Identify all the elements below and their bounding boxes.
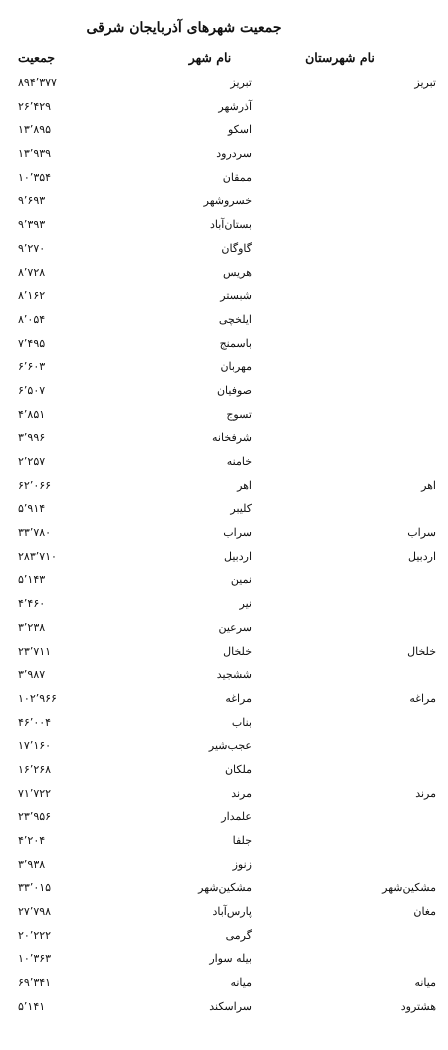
population-cell: ۲۳٬۷۱۱ bbox=[18, 644, 52, 658]
table-row bbox=[0, 687, 448, 711]
city-cell: زنوز bbox=[232, 857, 252, 871]
city-cell: کلیبر bbox=[230, 502, 252, 516]
city-cell: اهر bbox=[237, 478, 252, 492]
table-row bbox=[0, 876, 448, 900]
city-cell: بستان‌آباد bbox=[210, 218, 252, 232]
city-cell: خامنه bbox=[226, 455, 252, 468]
city-cell: جلفا bbox=[232, 834, 252, 847]
table-row bbox=[0, 640, 448, 664]
population-cell: ۸٬۰۵۴ bbox=[18, 312, 46, 326]
table-row bbox=[0, 592, 448, 616]
table-row bbox=[0, 971, 448, 995]
population-cell: ۴٬۲۰۴ bbox=[18, 834, 46, 847]
population-cell: ۳٬۹۸۷ bbox=[18, 668, 46, 682]
county-cell: هشترود bbox=[400, 999, 436, 1013]
population-cell: ۲۷٬۷۹۸ bbox=[18, 905, 52, 919]
city-cell: مرند bbox=[231, 786, 252, 800]
table-row bbox=[0, 924, 448, 948]
population-cell: ۴٬۴۶۰ bbox=[18, 597, 46, 611]
city-cell: ملکان bbox=[224, 762, 252, 776]
population-cell: ۳٬۲۳۸ bbox=[18, 620, 46, 634]
city-cell: ششجید bbox=[216, 668, 252, 682]
city-cell: صوفیان bbox=[216, 383, 252, 397]
city-cell: گاوگان bbox=[221, 241, 252, 255]
population-cell: ۲٬۲۵۷ bbox=[18, 455, 46, 468]
header-population: جمعیت bbox=[18, 50, 56, 65]
population-cell: ۱۰۲٬۹۶۶ bbox=[18, 691, 57, 705]
population-cell: ۳۳٬۷۸۰ bbox=[18, 526, 52, 540]
population-cell: ۸٬۷۲۸ bbox=[18, 265, 46, 279]
population-cell: ۹٬۲۷۰ bbox=[18, 241, 46, 255]
population-cell: ۱۶٬۲۶۸ bbox=[18, 762, 52, 776]
table-row bbox=[0, 213, 448, 237]
city-cell: سرعین bbox=[218, 620, 252, 634]
city-cell: پارس‌آباد bbox=[212, 905, 252, 919]
county-cell: اردبیل bbox=[408, 549, 436, 563]
table-row bbox=[0, 355, 448, 379]
county-cell: مشکین‌شهر bbox=[382, 881, 436, 895]
city-cell: خسروشهر bbox=[203, 194, 252, 208]
population-cell: ۲۳٬۹۵۶ bbox=[18, 810, 52, 824]
population-cell: ۲۰٬۲۲۲ bbox=[18, 928, 52, 942]
population-cell: ۴٬۸۵۱ bbox=[18, 407, 46, 421]
county-cell: سراب bbox=[407, 526, 436, 540]
table-row bbox=[0, 95, 448, 119]
county-cell: مراغه bbox=[409, 691, 436, 705]
population-cell: ۳٬۹۹۶ bbox=[18, 431, 46, 445]
table-row bbox=[0, 166, 448, 190]
city-cell: نیر bbox=[239, 597, 252, 611]
table-row bbox=[0, 900, 448, 924]
table-row bbox=[0, 237, 448, 261]
population-cell: ۷۱٬۷۲۲ bbox=[18, 786, 52, 800]
population-cell: ۷٬۴۹۵ bbox=[18, 336, 46, 350]
population-cell: ۶٬۵۰۷ bbox=[18, 383, 46, 397]
city-cell: تسوج bbox=[226, 407, 252, 421]
table-row bbox=[0, 734, 448, 758]
city-cell: مشکین‌شهر bbox=[198, 881, 252, 895]
table-row bbox=[0, 71, 448, 95]
population-cell: ۱۷٬۱۶۰ bbox=[18, 739, 52, 753]
city-cell: مهربان bbox=[220, 360, 252, 374]
table-row bbox=[0, 805, 448, 829]
header-city: نام شهر bbox=[188, 50, 232, 65]
population-cell: ۴۶٬۰۰۴ bbox=[18, 715, 52, 729]
table-row bbox=[0, 545, 448, 569]
table-row bbox=[0, 474, 448, 498]
city-cell: عجب‌شیر bbox=[208, 739, 252, 753]
table-row bbox=[0, 403, 448, 427]
city-cell: ممقان bbox=[222, 170, 252, 184]
county-cell: میانه bbox=[414, 976, 436, 990]
city-cell: اسکو bbox=[227, 123, 252, 137]
population-cell: ۵٬۹۱۴ bbox=[18, 502, 46, 516]
population-cell: ۱۳٬۸۹۵ bbox=[18, 123, 52, 137]
table-row bbox=[0, 829, 448, 853]
city-cell: مراغه bbox=[225, 691, 252, 705]
population-cell: ۱۰٬۳۵۴ bbox=[18, 170, 52, 184]
population-cell: ۳۳٬۰۱۵ bbox=[18, 881, 52, 895]
city-cell: ایلخچی bbox=[218, 312, 252, 326]
table-row bbox=[0, 758, 448, 782]
city-cell: آذرشهر bbox=[218, 99, 252, 113]
county-cell: خلخال bbox=[407, 644, 436, 658]
county-cell: مرند bbox=[415, 786, 436, 800]
city-cell: هریس bbox=[223, 265, 252, 279]
city-cell: بناب bbox=[231, 715, 252, 729]
population-cell: ۲۶٬۴۲۹ bbox=[18, 99, 52, 113]
table-row bbox=[0, 189, 448, 213]
table-row bbox=[0, 995, 448, 1019]
city-cell: سراب bbox=[223, 526, 252, 540]
page-title: جمعیت شهرهای آذربایجان شرقی bbox=[86, 20, 282, 36]
county-cell: اهر bbox=[421, 478, 436, 492]
table-row bbox=[0, 663, 448, 687]
population-cell: ۸۹۴٬۳۷۷ bbox=[18, 76, 57, 89]
city-cell: گرمی bbox=[225, 928, 252, 942]
table-row bbox=[0, 261, 448, 285]
city-cell: شبستر bbox=[220, 289, 252, 303]
header-county: نام شهرستان bbox=[305, 50, 375, 65]
table-row bbox=[0, 711, 448, 735]
table-row bbox=[0, 332, 448, 356]
city-cell: خلخال bbox=[223, 644, 252, 658]
population-cell: ۵٬۱۴۱ bbox=[18, 999, 46, 1013]
table-row bbox=[0, 521, 448, 545]
population-cell: ۹٬۶۹۳ bbox=[18, 194, 46, 208]
city-cell: بیله سوار bbox=[209, 952, 252, 966]
population-cell: ۳٬۹۳۸ bbox=[18, 857, 46, 871]
table-header bbox=[0, 50, 448, 70]
population-cell: ۶٬۶۰۳ bbox=[18, 360, 46, 374]
table-row bbox=[0, 616, 448, 640]
table-body bbox=[0, 71, 448, 1019]
table-row bbox=[0, 284, 448, 308]
population-cell: ۱۰٬۳۶۳ bbox=[18, 952, 52, 966]
table-row bbox=[0, 568, 448, 592]
population-cell: ۶۹٬۳۴۱ bbox=[18, 976, 52, 990]
city-cell: شرفخانه bbox=[212, 431, 252, 445]
population-cell: ۱۳٬۹۳۹ bbox=[18, 147, 52, 161]
table-row bbox=[0, 782, 448, 806]
city-cell: سراسکند bbox=[209, 999, 252, 1013]
county-cell: تبریز bbox=[414, 76, 436, 89]
table-row bbox=[0, 308, 448, 332]
city-cell: علمدار bbox=[221, 810, 252, 824]
table-row bbox=[0, 118, 448, 142]
county-cell: مغان bbox=[413, 905, 436, 919]
population-cell: ۵٬۱۴۳ bbox=[18, 573, 46, 587]
table-row bbox=[0, 450, 448, 474]
city-cell: نمین bbox=[230, 573, 252, 587]
city-cell: تبریز bbox=[230, 76, 252, 89]
table-row bbox=[0, 142, 448, 166]
city-cell: میانه bbox=[230, 976, 252, 990]
table-row bbox=[0, 497, 448, 521]
population-cell: ۶۲٬۰۶۶ bbox=[18, 478, 52, 492]
population-cell: ۲۸۳٬۷۱۰ bbox=[18, 549, 57, 563]
table-row bbox=[0, 426, 448, 450]
city-cell: اردبیل bbox=[224, 549, 252, 563]
population-cell: ۹٬۳۹۳ bbox=[18, 218, 46, 232]
table-row bbox=[0, 947, 448, 971]
table-row bbox=[0, 379, 448, 403]
population-cell: ۸٬۱۶۲ bbox=[18, 289, 46, 303]
city-cell: باسمنج bbox=[219, 336, 252, 350]
city-cell: سردرود bbox=[216, 147, 252, 161]
table-row bbox=[0, 853, 448, 877]
